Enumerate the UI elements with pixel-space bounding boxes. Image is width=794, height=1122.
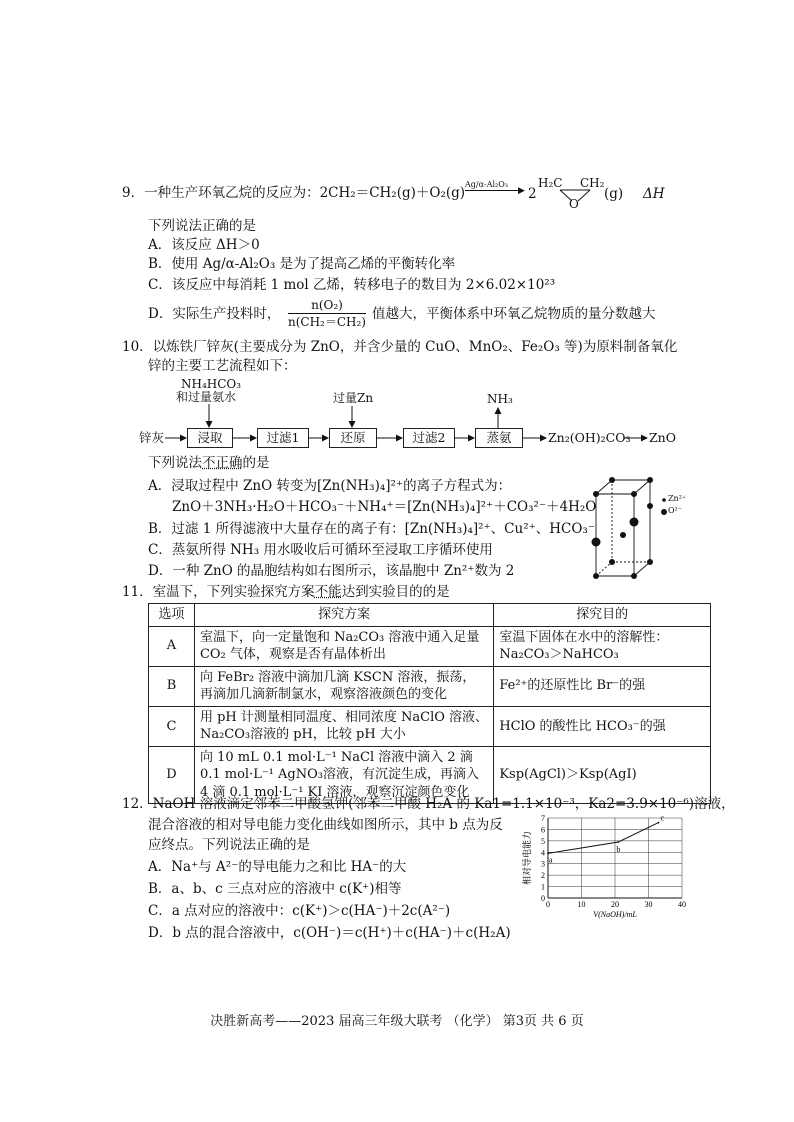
q9-epoxide-left: H₂C	[538, 176, 563, 190]
q10-product2: ZnO	[649, 430, 676, 445]
q11-row-b-plan: 向 FeBr₂ 溶液中滴加几滴 KSCN 溶液，振荡，再滴加几滴新制氯水，观察溶液颜色的变化	[194, 666, 493, 706]
q10-question-emph: 不正确	[202, 455, 243, 471]
chart-y-axis-label: 相对导电能力	[523, 830, 533, 886]
q10-step-filter1: 过滤1	[257, 428, 309, 448]
q12-stem-2: 混合溶液的相对导电能力变化曲线如图所示，其中 b 点为反	[148, 817, 503, 833]
chart-x-tick-label: 0	[546, 900, 550, 909]
conductivity-chart	[520, 810, 690, 922]
chart-y-tick-label: 0	[541, 894, 545, 903]
chart-y-tick-label: 6	[541, 825, 545, 835]
chart-y-tick-label: 4	[541, 848, 545, 858]
q10-start: 锌灰	[139, 430, 165, 445]
q11-row-c-option: C	[149, 706, 195, 746]
q12-stem-1: 12．NaOH 溶液滴定邻苯二甲酸氢钾(邻苯二甲酸 H₂A 的 Ka1=1.1×10⁻³，Ka2=3.9×10⁻⁶)溶液，	[122, 796, 735, 812]
q11-row-a-goal: 室温下固体在水中的溶解性：Na₂CO₃＞NaHCO₃	[494, 626, 711, 666]
q12-option-d: D．b 点的混合溶液中，c(OH⁻)＝c(H⁺)＋c(HA⁻)＋c(H₂A)	[148, 925, 511, 941]
chart-x-tick-label: 20	[611, 900, 619, 909]
chart-ticks	[541, 814, 686, 909]
q9-fraction-num: n(O₂)	[311, 298, 343, 312]
q11-row-d-goal: Ksp(AgCl)＞Ksp(AgI)	[494, 746, 711, 804]
q12-stem-3: 应终点。下列说法正确的是	[148, 837, 310, 853]
q9-option-c: C．该反应中每消耗 1 mol 乙烯，转移电子的数目为 2×6.02×10²³	[148, 277, 556, 293]
q10-step-leach: 浸取	[187, 428, 233, 448]
q10-question-a: 下列说法	[148, 455, 202, 471]
chart-y-tick-label: 2	[541, 871, 545, 881]
q10-step-filter2: 过滤2	[403, 428, 455, 448]
q11-row-d-option: D	[149, 746, 195, 804]
q11-table	[148, 603, 711, 804]
chart-x-tick-label: 30	[644, 900, 653, 909]
q11-row-a-plan: 室温下，向一定量饱和 Na₂CO₃ 溶液中通入足量 CO₂ 气体，观察是否有晶体析出	[194, 626, 493, 666]
q11-row-a-option: A	[149, 626, 195, 666]
q10-option-a-2: ZnO＋3NH₃·H₂O＋HCO₃⁻＋NH₄⁺＝[Zn(NH₃)₄]²⁺＋CO₃²⁻＋4H₂O	[172, 499, 597, 515]
q10-reagent2: 过量Zn	[333, 391, 374, 405]
q12-option-c: C．a 点对应的溶液中：c(K⁺)＞c(HA⁻)＋2c(A²⁻)	[148, 903, 451, 919]
page-footer: 决胜新高考——2023 届高三年级大联考 （化学） 第3页 共 6 页	[210, 1014, 584, 1029]
q11-row-d-plan: 向 10 mL 0.1 mol·L⁻¹ NaCl 溶液中滴入 2 滴 0.1 mol·L⁻¹ AgNO₃溶液，有沉淀生成，再滴入 4 滴 0.1 mol·L⁻¹ KI 溶液，观察沉淀颜色变化	[194, 746, 493, 804]
q10-question	[148, 455, 270, 472]
q10-stem-2: 锌的主要工艺流程如下：	[148, 358, 297, 374]
chart-point-label: b	[616, 845, 621, 854]
q9-catalyst: Ag/α-Al₂O₃	[465, 180, 509, 189]
q12-option-b: B．a、b、c 三点对应的溶液中 c(K⁺)相等	[148, 881, 402, 897]
q10-nh3: NH₃	[487, 392, 513, 406]
q12-option-a: A．Na⁺与 A²⁻的导电能力之和比 HA⁻的大	[148, 859, 407, 875]
q10-question-c: 的是	[242, 455, 270, 471]
chart-series	[547, 822, 659, 855]
q9-epoxide-o: O	[569, 197, 579, 211]
chart-point-label: c	[660, 813, 665, 823]
q9-option-d-suffix: 值越大，平衡体系中环氧乙烷物质的量分数越大	[372, 306, 656, 322]
chart-x-tick-label: 40	[678, 900, 686, 909]
q9-epoxide-right: CH₂	[580, 176, 605, 190]
q9-fraction-den: n(CH₂＝CH₂)	[287, 315, 366, 329]
q10-legend-zn: Zn²⁺	[668, 494, 687, 503]
q9-arrow-head: ▶	[518, 186, 525, 196]
q9-coef: 2	[528, 186, 537, 202]
q10-flow-arrows	[0, 0, 794, 460]
q11-table-header	[149, 604, 711, 627]
chart-y-tick-label: 7	[541, 814, 545, 823]
q11-header-plan: 探究方案	[194, 604, 493, 627]
chart-annotations	[549, 814, 665, 865]
q10-option-b: B．过滤 1 所得滤液中大量存在的离子有：[Zn(NH₃)₄]²⁺、Cu²⁺、HCO₃⁻	[148, 521, 595, 537]
q10-reagent1-a: NH₄HCO₃	[181, 377, 242, 391]
q11-row-b-option: B	[149, 666, 195, 706]
q10-step-steam: 蒸氨	[475, 428, 523, 448]
chart-x-axis-label: V(NaOH)/mL	[593, 910, 637, 919]
q10-legend-o: O²⁻	[668, 506, 682, 515]
chart-series-line	[548, 823, 659, 854]
q11-stem-a: 11．室温下，下列实验探究方案	[122, 584, 315, 600]
q11-header-goal: 探究目的	[494, 604, 711, 627]
chart-data-point	[658, 822, 660, 824]
chart-data-point	[617, 841, 619, 843]
chart-data-point	[547, 853, 549, 855]
q10-option-a-1: A．浸取过程中 ZnO 转变为[Zn(NH₃)₄]²⁺的离子方程式为：	[148, 478, 512, 494]
q10-option-c: C．蒸氨所得 NH₃ 用水吸收后可循环至浸取工序循环使用	[148, 542, 493, 558]
q11-stem-emph: 不能	[314, 584, 342, 600]
chart-x-tick-label: 10	[577, 900, 586, 909]
q11-row-c-goal: HClO 的酸性比 HCO₃⁻的强	[494, 706, 711, 746]
q9-question: 下列说法正确的是	[148, 218, 256, 234]
table-row	[149, 706, 711, 746]
q9-stem-prefix: 9．一种生产环氧乙烷的反应为：2CH₂＝CH₂(g)＋O₂(g)	[122, 185, 466, 201]
q10-reagent1-b: 和过量氨水	[176, 390, 237, 404]
chart-y-tick-label: 1	[541, 882, 545, 892]
q10-product1: Zn₂(OH)₂CO₃	[548, 430, 631, 445]
chart-y-tick-label: 5	[541, 836, 545, 846]
q9-option-b: B．使用 Ag/α-Al₂O₃ 是为了提高乙烯的平衡转化率	[148, 256, 456, 272]
chart-y-tick-label: 3	[541, 859, 545, 869]
q11-stem-c: 达到实验目的的是	[341, 584, 450, 600]
q10-stem-1: 10．以炼铁厂锌灰(主要成分为 ZnO，并含少量的 CuO、MnO₂、Fe₂O₃ 等)为原料制备氧化	[122, 339, 678, 355]
q11-row-c-plan: 用 pH 计测量相同温度、相同浓度 NaClO 溶液、Na₂CO₃溶液的 pH，比较 pH 大小	[194, 706, 493, 746]
table-row	[149, 666, 711, 706]
q11-stem	[122, 584, 450, 601]
q9-option-a: A．该反应 ΔH＞0	[148, 237, 260, 253]
q11-row-b-goal: Fe²⁺的还原性比 Br⁻的强	[494, 666, 711, 706]
q9-state: (g)	[604, 186, 624, 202]
q11-header-option: 选项	[149, 604, 195, 627]
chart-point-label: a	[549, 855, 553, 865]
table-row	[149, 626, 711, 666]
q10-step-reduce: 还原	[329, 428, 377, 448]
q10-option-d: D．一种 ZnO 的晶胞结构如右图所示，该晶胞中 Zn²⁺数为 2	[148, 563, 515, 579]
q9-option-d-prefix: D．实际生产投料时，	[148, 306, 281, 322]
q10-crystal-cell	[588, 470, 698, 595]
chart-grid	[548, 818, 682, 898]
q9-delta-h: ΔH	[643, 186, 665, 202]
